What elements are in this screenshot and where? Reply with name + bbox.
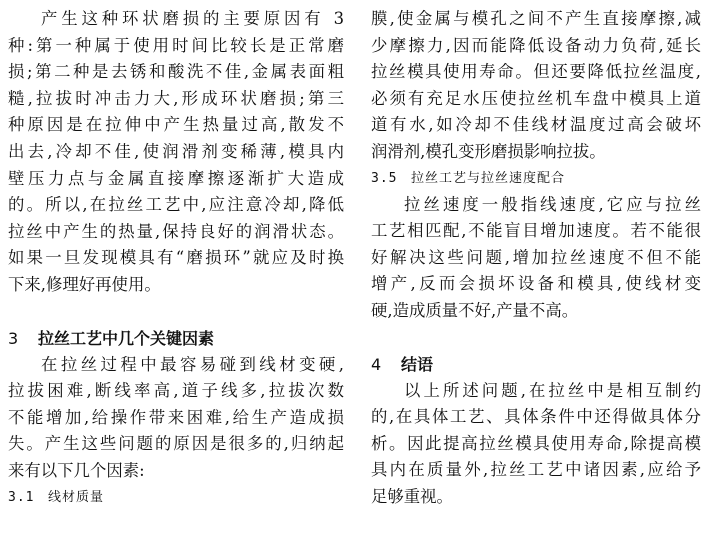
subsection-title: 线材质量: [48, 489, 105, 505]
text-line: 膜,使金属与模孔之间不产生直接摩擦,减: [371, 9, 701, 28]
text-line: 不能增加,给操作带来困难,给生产造成损: [8, 407, 344, 427]
left-column: [8, 6, 344, 511]
text-line: 硬,造成质量不好,产量不高。: [371, 300, 579, 320]
section-number: 4: [371, 354, 382, 374]
text-line: 具内在质量外,拉丝工艺中诸因素,应给予: [371, 460, 701, 480]
text-line: 拉拔困难,断线率高,道子线多,拉拔次数: [8, 381, 344, 401]
text-line: 出去,冷却不佳,使润滑剂变稀薄,模具内: [8, 141, 344, 161]
paragraph-drawing-speed: [371, 192, 701, 325]
text-line: 拉丝中产生的热量,保持良好的润滑状态。: [8, 221, 344, 241]
text-line: 拉丝模具使用寿命。但还要降低拉丝温度,: [371, 62, 701, 82]
paragraph-conclusion: [371, 378, 701, 511]
section-heading-4: [371, 351, 701, 378]
section-number: 3: [8, 328, 19, 348]
right-column: [371, 6, 701, 511]
text-line: 下来,修理好再使用。: [8, 274, 161, 294]
text-line: 失。产生这些问题的原因是很多的,归纳起: [8, 434, 344, 454]
section-title: 拉丝工艺中几个关键因素: [38, 328, 215, 348]
paragraph-lubrication-cooling: [371, 6, 701, 166]
text-line: 糙,拉拔时冲击力大,形成环状磨损;第三: [8, 88, 344, 108]
text-line: 的,在具体工艺、具体条件中还得做具体分: [371, 407, 701, 427]
paragraph-gap: [371, 325, 701, 351]
text-line: 壁压力点与金属直接摩擦逐渐扩大造成: [8, 168, 344, 188]
text-line: 好解决这些问题,增加拉丝速度不但不能: [371, 247, 701, 267]
text-line: 增产,反而会损坏设备和模具,使线材变: [371, 274, 701, 294]
text-line: 足够重视。: [371, 486, 453, 506]
text-line: 拉丝速度一般指线速度,它应与拉丝: [404, 194, 701, 214]
text-line: 少摩擦力,因而能降低设备动力负荷,延长: [371, 35, 701, 55]
section-heading-3: [8, 325, 344, 352]
text-line: 必须有充足水压使拉丝机车盘中模具上道: [371, 88, 701, 108]
paragraph-key-factors: [8, 352, 344, 485]
text-line: 来有以下几个因素:: [8, 460, 145, 480]
text-line: 在拉丝过程中最容易碰到线材变硬,: [41, 354, 344, 374]
text-line: 的。所以,在拉丝工艺中,应注意冷却,降低: [8, 195, 344, 215]
text-line: 以上所述问题,在拉丝中是相互制约: [404, 380, 701, 400]
subsection-number: 3.5: [371, 170, 398, 186]
text-line: 产生这种环状磨损的主要原因有 3: [41, 9, 344, 28]
text-line: 工艺相匹配,不能盲目增加速度。若不能很: [371, 221, 701, 241]
paragraph-gap: [8, 299, 344, 325]
text-line: 种:第一种属于使用时间比较长是正常磨: [8, 35, 344, 55]
text-line: 损;第二种是去锈和酸洗不佳,金属表面粗: [8, 62, 344, 82]
subsection-number: 3.1: [8, 489, 35, 505]
text-line: 种原因是在拉伸中产生热量过高,散发不: [8, 115, 344, 135]
subsection-title: 拉丝工艺与拉丝速度配合: [411, 170, 566, 186]
section-title: 结语: [401, 354, 434, 374]
text-line: 道有水,如冷却不佳线材温度过高会破坏: [371, 115, 701, 135]
subsection-heading-3-1: [8, 485, 344, 511]
text-line: 如果一旦发现模具有“磨损环”就应及时换: [8, 248, 344, 268]
subsection-heading-3-5: [371, 166, 701, 192]
text-line: 润滑剂,模孔变形磨损影响拉拔。: [371, 141, 606, 161]
text-line: 析。因此提高拉丝模具使用寿命,除提高模: [371, 433, 701, 453]
paragraph-ring-wear-causes: [8, 6, 344, 299]
